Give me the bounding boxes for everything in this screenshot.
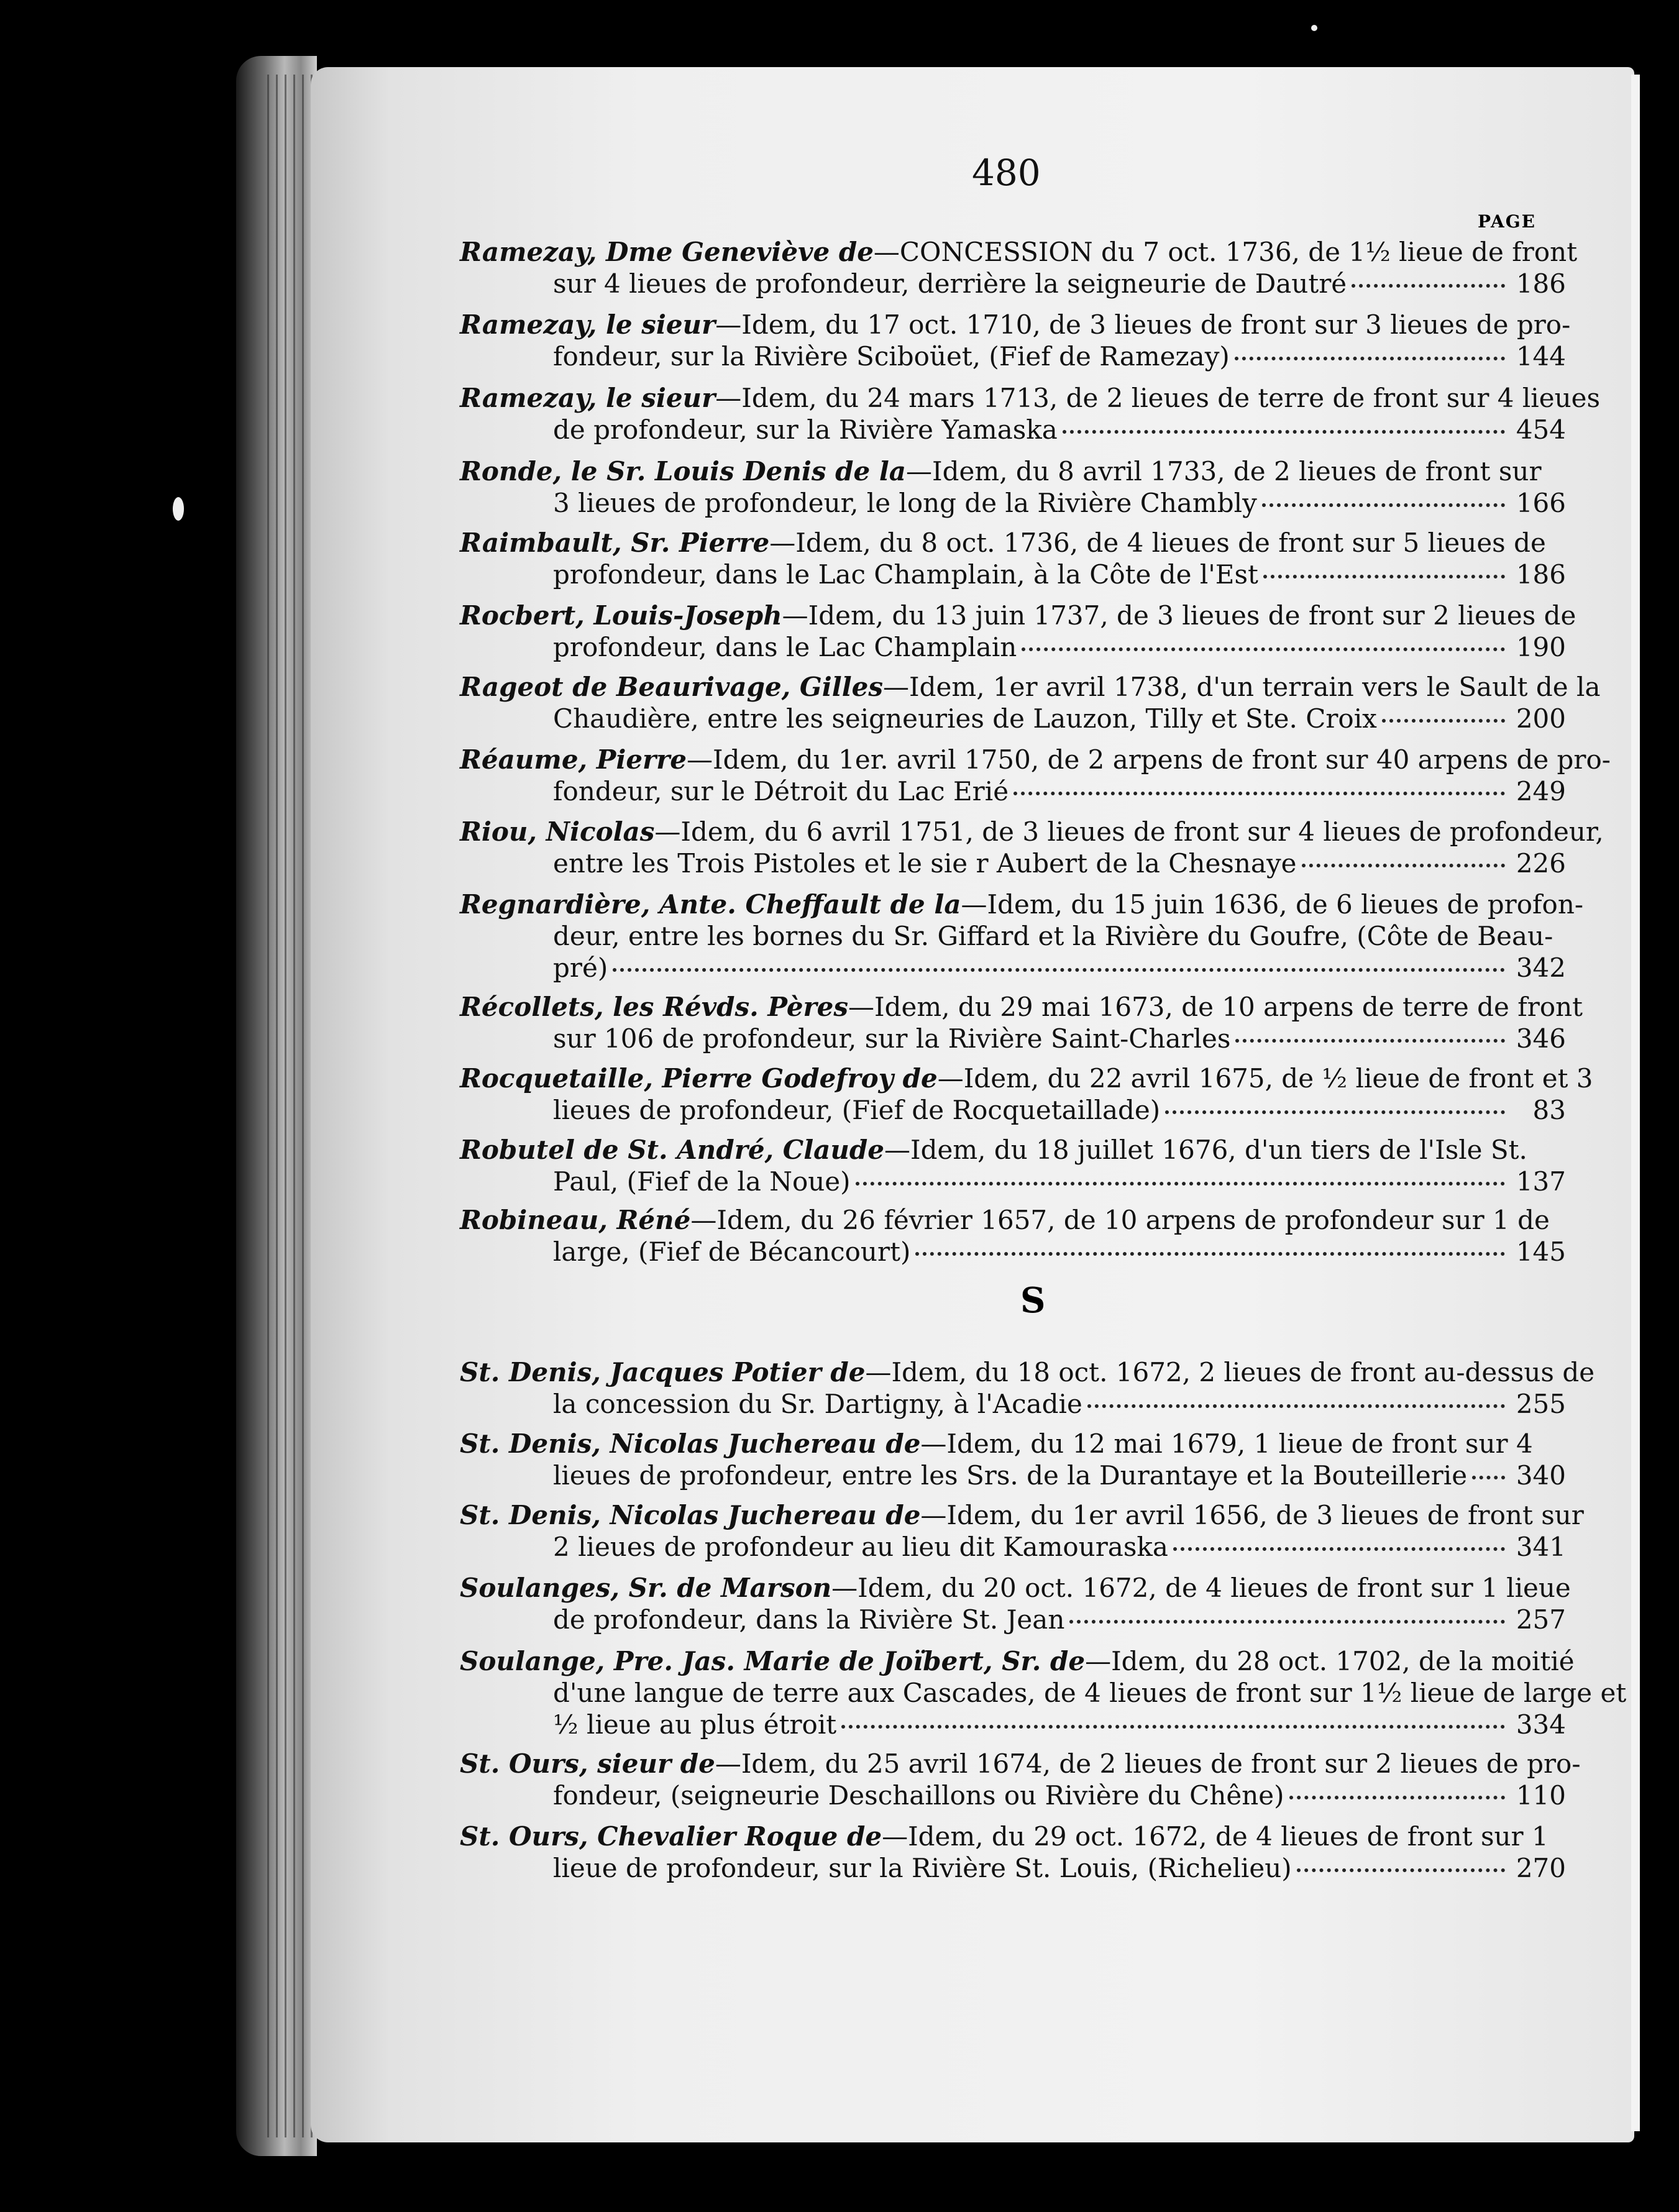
entry-text-cont: ½ lieue au plus étroit xyxy=(553,1709,837,1740)
index-entry xyxy=(460,1428,1566,1491)
entry-page: 166 xyxy=(1516,488,1566,518)
entry-page: 226 xyxy=(1516,848,1566,879)
entry-text: —Idem, du 28 oct. 1702, de la moitié xyxy=(1085,1646,1575,1676)
entry-name: Rageot de Beaurivage, Gilles xyxy=(460,672,884,702)
entry-text-cont: pré) xyxy=(553,953,608,983)
entry-name: Regnardière, Ante. Cheffault de la xyxy=(460,889,961,920)
leader-dots xyxy=(1235,1039,1505,1043)
entry-name: Soulange, Pre. Jas. Marie de Joïbert, Sr. de xyxy=(460,1646,1086,1676)
entry-text-cont: sur 4 lieues de profondeur, derrière la seigneurie de Dautré xyxy=(553,268,1347,299)
entry-name: Ramezay, le sieur xyxy=(460,383,716,413)
index-entry xyxy=(460,1645,1627,1740)
entry-text-cont: large, (Fief de Bécancourt) xyxy=(553,1236,911,1267)
entry-text: —Idem, du 15 juin 1636, de 6 lieues de profon- xyxy=(961,889,1584,920)
index-entry xyxy=(460,527,1566,590)
entry-text: —Idem, du 12 mai 1679, 1 lieue de front sur 4 xyxy=(920,1428,1533,1459)
entry-text-cont: de profondeur, sur la Rivière Yamaska xyxy=(553,414,1058,445)
index-entry xyxy=(460,455,1566,519)
entry-text-cont: de profondeur, dans la Rivière St. Jean xyxy=(553,1604,1065,1635)
entry-page: 270 xyxy=(1516,1853,1566,1883)
entry-name: Ramezay, le sieur xyxy=(460,309,716,340)
page-number: 480 xyxy=(972,152,1041,194)
index-entry xyxy=(460,889,1584,984)
leader-dots xyxy=(1382,719,1505,723)
entry-name: St. Denis, Nicolas Juchereau de xyxy=(460,1500,921,1530)
entry-text-cont: lieues de profondeur, entre les Srs. de la Durantaye et la Bouteillerie xyxy=(553,1460,1468,1491)
entry-text-cont: entre les Trois Pistoles et le sie r Aubert de la Chesnaye xyxy=(553,848,1297,879)
section-letter-heading: S xyxy=(1020,1280,1046,1321)
index-entry xyxy=(460,236,1578,299)
index-entry xyxy=(460,744,1611,807)
entry-text-cont: fondeur, sur la Rivière Sciboüet, (Fief de Ramezay) xyxy=(553,341,1230,372)
leader-dots xyxy=(1297,1868,1505,1872)
entry-name: Robutel de St. André, Claude xyxy=(460,1135,885,1165)
page-edges xyxy=(267,75,317,2137)
entry-name: Réaume, Pierre xyxy=(460,744,687,775)
entry-text: —CONCESSION du 7 oct. 1736, de 1½ lieue de front xyxy=(873,237,1578,267)
entry-text-cont: deur, entre les bornes du Sr. Giffard et la Rivière du Goufre, (Côte de Beau- xyxy=(553,921,1553,951)
leader-dots xyxy=(1263,575,1505,578)
entry-page: 341 xyxy=(1516,1532,1566,1562)
entry-page: 255 xyxy=(1516,1389,1566,1419)
entry-text-cont: la concession du Sr. Dartigny, à l'Acadie xyxy=(553,1389,1082,1419)
entry-text-cont: profondeur, dans le Lac Champlain, à la Côte de l'Est xyxy=(553,559,1258,590)
entry-page: 110 xyxy=(1516,1780,1566,1811)
entry-name: St. Ours, sieur de xyxy=(460,1748,715,1779)
entry-text-cont: fondeur, (seigneurie Deschaillons ou Rivière du Chêne) xyxy=(553,1780,1284,1811)
leader-dots xyxy=(1302,864,1505,867)
index-entry xyxy=(460,671,1601,734)
entry-page: 190 xyxy=(1516,632,1566,662)
page-column-header: PAGE xyxy=(1478,211,1536,232)
index-entry xyxy=(460,1821,1566,1884)
entry-text: —Idem, du 1er avril 1656, de 3 lieues de front sur xyxy=(920,1500,1584,1530)
index-entry xyxy=(460,816,1604,879)
entry-page: 334 xyxy=(1516,1709,1566,1740)
index-entry xyxy=(460,1134,1566,1197)
entry-text-cont: profondeur, dans le Lac Champlain xyxy=(553,632,1017,662)
dust-speck xyxy=(1311,25,1317,31)
leader-dots xyxy=(915,1252,1505,1256)
entry-page: 186 xyxy=(1516,268,1566,299)
entry-name: Robineau, Réné xyxy=(460,1205,691,1235)
entry-page: 257 xyxy=(1516,1604,1566,1635)
index-entry xyxy=(460,1063,1593,1126)
entry-page: 83 xyxy=(1532,1095,1566,1125)
entry-text: —Idem, du 17 oct. 1710, de 3 lieues de front sur 3 lieues de pro- xyxy=(715,309,1571,340)
leader-dots xyxy=(1173,1547,1505,1551)
entry-text: —Idem, du 26 février 1657, de 10 arpens de profondeur sur 1 de xyxy=(690,1205,1550,1235)
leader-dots xyxy=(1069,1620,1505,1624)
entry-page: 137 xyxy=(1516,1166,1566,1197)
leader-dots xyxy=(1472,1476,1505,1479)
entry-text: —Idem, du 13 juin 1737, de 3 lieues de front sur 2 lieues de xyxy=(782,600,1576,631)
entry-name: St. Denis, Jacques Potier de xyxy=(460,1357,866,1387)
index-entry xyxy=(460,600,1576,663)
leader-dots xyxy=(1352,284,1505,288)
page-right-edge xyxy=(1631,75,1640,2131)
entry-name: Ronde, le Sr. Louis Denis de la xyxy=(460,456,907,487)
entry-text: —Idem, du 20 oct. 1672, de 4 lieues de front sur 1 lieue xyxy=(831,1573,1571,1603)
entry-page: 342 xyxy=(1516,953,1566,983)
entry-text-cont: lieue de profondeur, sur la Rivière St. Louis, (Richelieu) xyxy=(553,1853,1292,1883)
leader-dots xyxy=(856,1182,1505,1186)
entry-name: Ramezay, Dme Geneviève de xyxy=(460,237,874,267)
index-entry xyxy=(460,1356,1595,1420)
entry-text-cont: lieues de profondeur, (Fief de Rocquetaillade) xyxy=(553,1095,1161,1125)
leader-dots xyxy=(1087,1404,1505,1408)
index-entry xyxy=(460,1204,1566,1268)
entry-text-cont: 2 lieues de profondeur au lieu dit Kamouraska xyxy=(553,1532,1168,1562)
entry-text: —Idem, du 8 oct. 1736, de 4 lieues de front sur 5 lieues de xyxy=(769,528,1546,558)
index-entry xyxy=(460,309,1571,372)
leader-dots xyxy=(841,1725,1505,1729)
leader-dots xyxy=(1262,503,1505,507)
entry-text: —Idem, du 29 oct. 1672, de 4 lieues de front sur 1 xyxy=(882,1821,1549,1852)
entry-name: Soulanges, Sr. de Marson xyxy=(460,1573,832,1603)
entry-text: —Idem, du 6 avril 1751, de 3 lieues de front sur 4 lieues de profondeur, xyxy=(654,816,1604,847)
leader-dots xyxy=(613,968,1505,972)
entry-text: —Idem, 1er avril 1738, d'un terrain vers le Sault de la xyxy=(883,672,1601,702)
entry-name: Raimbault, Sr. Pierre xyxy=(460,528,770,558)
leader-dots xyxy=(1165,1110,1505,1114)
index-entry xyxy=(460,1572,1571,1635)
entry-name: Rocquetaille, Pierre Godefroy de xyxy=(460,1063,938,1094)
entry-text-cont: Chaudière, entre les seigneuries de Lauzon, Tilly et Ste. Croix xyxy=(553,703,1377,734)
entry-page: 186 xyxy=(1516,559,1566,590)
entry-name: St. Denis, Nicolas Juchereau de xyxy=(460,1428,921,1459)
entry-text-cont: fondeur, sur le Détroit du Lac Erié xyxy=(553,776,1009,807)
leader-dots xyxy=(1235,357,1505,360)
entry-text-cont: sur 106 de profondeur, sur la Rivière Saint-Charles xyxy=(553,1023,1231,1054)
index-entry xyxy=(460,1748,1581,1811)
entry-page: 144 xyxy=(1516,341,1566,372)
entry-text: —Idem, du 18 juillet 1676, d'un tiers de l'Isle St. xyxy=(884,1135,1527,1165)
entry-name: St. Ours, Chevalier Roque de xyxy=(460,1821,882,1852)
entry-text: —Idem, du 8 avril 1733, de 2 lieues de front sur xyxy=(906,456,1542,487)
leader-dots xyxy=(1013,792,1505,795)
entry-text-cont: Paul, (Fief de la Noue) xyxy=(553,1166,851,1197)
leader-dots xyxy=(1022,647,1505,651)
entry-text-cont: d'une langue de terre aux Cascades, de 4 lieues de front sur 1½ lieue de large et xyxy=(553,1678,1627,1708)
entry-text: —Idem, du 1er. avril 1750, de 2 arpens de front sur 40 arpens de pro- xyxy=(687,744,1611,775)
entry-text: —Idem, du 29 mai 1673, de 10 arpens de terre de front xyxy=(848,992,1583,1022)
entry-page: 145 xyxy=(1516,1236,1566,1267)
entry-page: 346 xyxy=(1516,1023,1566,1054)
index-entry xyxy=(460,382,1601,446)
entry-name: Riou, Nicolas xyxy=(460,816,655,847)
entry-text-cont: 3 lieues de profondeur, le long de la Rivière Chambly xyxy=(553,488,1257,518)
leader-dots xyxy=(1289,1796,1505,1799)
entry-page: 249 xyxy=(1516,776,1566,807)
leader-dots xyxy=(1063,430,1505,434)
index-entry xyxy=(460,991,1583,1054)
entry-page: 340 xyxy=(1516,1460,1566,1491)
entry-text: —Idem, du 18 oct. 1672, 2 lieues de front au-dessus de xyxy=(865,1357,1595,1387)
entry-page: 200 xyxy=(1516,703,1566,734)
entry-page: 454 xyxy=(1516,414,1566,445)
entry-name: Récollets, les Révds. Pères xyxy=(460,992,849,1022)
dust-speck xyxy=(173,497,184,521)
entry-name: Rocbert, Louis-Joseph xyxy=(460,600,782,631)
entry-text: —Idem, du 24 mars 1713, de 2 lieues de terre de front sur 4 lieues xyxy=(715,383,1601,413)
index-entry xyxy=(460,1499,1584,1563)
entry-text: —Idem, du 22 avril 1675, de ½ lieue de front et 3 xyxy=(937,1063,1593,1094)
entry-text: —Idem, du 25 avril 1674, de 2 lieues de front sur 2 lieues de pro- xyxy=(715,1748,1581,1779)
